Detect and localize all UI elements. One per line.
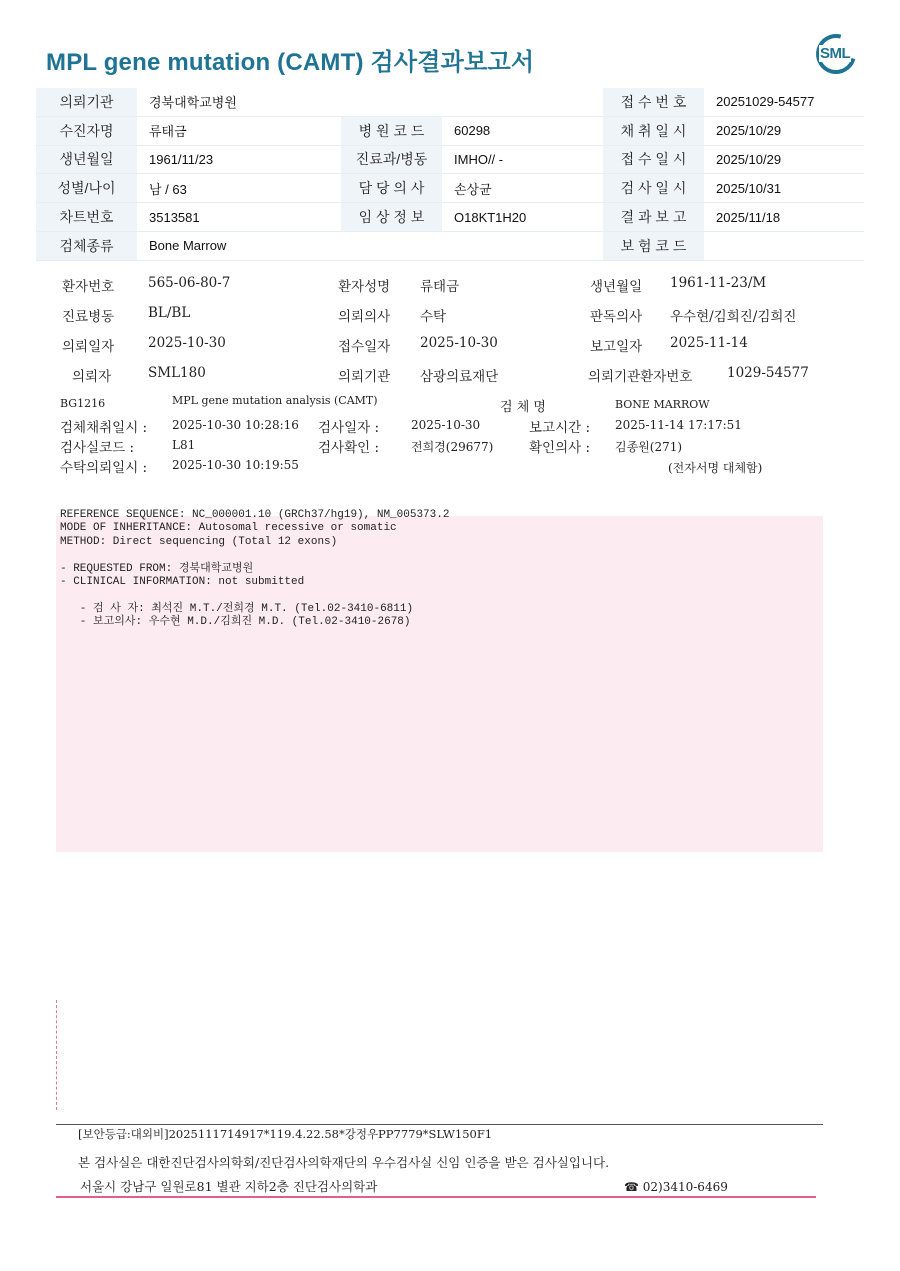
- recvdate-value: 2025-10-30: [420, 335, 498, 351]
- reqdate-label: 의뢰일자: [62, 339, 115, 355]
- header-label: 결 과 보 고: [603, 203, 704, 232]
- header-label: 차트번호: [36, 203, 137, 232]
- consign-value: 2025-10-30 10:19:55: [172, 458, 299, 472]
- header-value: 류태금: [137, 116, 341, 145]
- header-label: 임 상 정 보: [341, 203, 442, 232]
- collect-value: 2025-10-30 10:28:16: [172, 418, 299, 432]
- readdoc-label: 판독의사: [590, 309, 643, 325]
- reptime-label: 보고시간 :: [529, 420, 591, 436]
- header-value: 남 / 63: [137, 174, 341, 203]
- header-value: Bone Marrow: [137, 231, 341, 260]
- header-value: 2025/11/18: [704, 203, 864, 232]
- patno-value: 565-06-80-7: [148, 275, 231, 291]
- labcode-label: 검사실코드 :: [60, 440, 135, 456]
- confdoc-label: 확인의사 :: [529, 440, 591, 456]
- name-label: 환자성명: [338, 279, 391, 295]
- instpat-value: 1029-54577: [727, 365, 809, 381]
- header-value: 2025/10/29: [704, 145, 864, 174]
- header-value: [704, 231, 864, 260]
- header-label: 수진자명: [36, 116, 137, 145]
- test-name: MPL gene mutation analysis (CAMT): [172, 394, 378, 407]
- collect-label: 검체채취일시 :: [60, 420, 148, 436]
- confirm-value: 전희경(29677): [411, 440, 494, 454]
- header-label: 검 사 일 시: [603, 174, 704, 203]
- requester-label: 의뢰자: [72, 369, 112, 385]
- confdoc-value: 김종원(271): [615, 440, 683, 454]
- specimen-value: BONE MARROW: [615, 398, 710, 411]
- ward-value: BL/BL: [148, 305, 191, 321]
- header-label: 성별/나이: [36, 174, 137, 203]
- footer-divider: [56, 1124, 823, 1125]
- header-info-table: [36, 88, 864, 261]
- security-line: [보안등급:대외비]2025111714917*119.4.22.58*강정우PP7779*SLW150F1: [78, 1127, 493, 1141]
- report-line: MODE OF INHERITANCE: Autosomal recessive or somatic: [60, 522, 397, 535]
- header-label: 채 취 일 시: [603, 116, 704, 145]
- header-label: 의뢰기관: [36, 88, 137, 116]
- reqdoc-value: 수탁: [420, 309, 447, 325]
- header-row: [36, 203, 864, 232]
- header-value: 3513581: [137, 203, 341, 232]
- margin-dashed-line: [56, 1000, 57, 1110]
- logo-text: SML: [820, 45, 851, 62]
- name-value: 류태금: [420, 279, 460, 295]
- recvdate-label: 접수일자: [338, 339, 391, 355]
- header-value: 경북대학교병원: [137, 88, 341, 116]
- header-row: [36, 145, 864, 174]
- testdate-value: 2025-10-30: [411, 418, 481, 432]
- header-label: 접 수 번 호: [603, 88, 704, 116]
- header-label: 병 원 코 드: [341, 116, 442, 145]
- header-row: [36, 88, 864, 116]
- header-value: 1961/11/23: [137, 145, 341, 174]
- ward-label: 진료병동: [62, 309, 115, 325]
- header-label: 보 험 코 드: [603, 231, 704, 260]
- report-line: [60, 589, 449, 602]
- header-row: [36, 231, 864, 260]
- test-code: BG1216: [60, 397, 106, 410]
- address-line: 서울시 강남구 일원로81 별관 지하2층 진단검사의학과: [80, 1179, 378, 1194]
- repdate-value: 2025-11-14: [670, 335, 748, 351]
- header-label: 접 수 일 시: [603, 145, 704, 174]
- header-value: 60298: [442, 116, 603, 145]
- confirm-label: 검사확인 :: [318, 440, 380, 456]
- header-value: O18KT1H20: [442, 203, 603, 232]
- reqdate-value: 2025-10-30: [148, 335, 226, 351]
- testdate-label: 검사일자 :: [318, 420, 380, 436]
- header-value: 20251029-54577: [704, 88, 864, 116]
- phone-line: ☎ 02)3410-6469: [624, 1180, 728, 1194]
- reqdoc-label: 의뢰의사: [338, 309, 391, 325]
- report-title: MPL gene mutation (CAMT) 검사결과보고서: [46, 49, 535, 76]
- report-line: - 보고의사: 우수현 M.D./김희진 M.D. (Tel.02-3410-2678): [60, 616, 411, 629]
- report-line: METHOD: Direct sequencing (Total 12 exons): [60, 535, 338, 548]
- reqinst-label: 의뢰기관: [338, 369, 391, 385]
- requester-value: SML180: [148, 365, 206, 381]
- cert-line: 본 검사실은 대한진단검사의학회/진단검사의학재단의 우수검사실 신임 인증을 받은 검사실입니다.: [78, 1155, 610, 1170]
- header-row: [36, 174, 864, 203]
- header-value: IMHO// -: [442, 145, 603, 174]
- footer-accent-line: [56, 1196, 816, 1198]
- report-text: [60, 509, 449, 630]
- repdate-label: 보고일자: [590, 339, 643, 355]
- reptime-value: 2025-11-14 17:17:51: [615, 418, 742, 432]
- header-label: 담 당 의 사: [341, 174, 442, 203]
- specimen-label: 검 체 명: [500, 400, 546, 415]
- dob-value: 1961-11-23/M: [670, 275, 767, 291]
- report-line: [60, 549, 449, 562]
- header-label: 진료과/병동: [341, 145, 442, 174]
- header-row: [36, 116, 864, 145]
- report-line: REFERENCE SEQUENCE: NC_000001.10 (GRCh37/hg19), NM_005373.2: [60, 509, 450, 521]
- sml-logo: [814, 30, 862, 76]
- header-value: [442, 231, 603, 260]
- patno-label: 환자번호: [62, 279, 115, 295]
- header-label: [341, 231, 442, 260]
- labcode-value: L81: [172, 438, 196, 452]
- esign-note: (전자서명 대체함): [668, 461, 763, 475]
- header-value: [442, 88, 603, 116]
- consign-label: 수탁의뢰일시 :: [60, 460, 148, 476]
- reqinst-value: 삼광의료재단: [420, 369, 499, 385]
- report-line: - 검 사 자: 최석진 M.T./전희경 M.T. (Tel.02-3410-6811): [60, 602, 414, 615]
- dob-label: 생년월일: [590, 279, 643, 295]
- header-label: [341, 88, 442, 116]
- report-line: - REQUESTED FROM: 경북대학교병원: [60, 562, 254, 575]
- header-value: 2025/10/31: [704, 174, 864, 203]
- header-label: 검체종류: [36, 231, 137, 260]
- header-label: 생년월일: [36, 145, 137, 174]
- instpat-label: 의뢰기관환자번호: [588, 369, 693, 385]
- header-value: 2025/10/29: [704, 116, 864, 145]
- header-value: 손상균: [442, 174, 603, 203]
- readdoc-value: 우수현/김희진/김희진: [670, 309, 797, 325]
- report-line: - CLINICAL INFORMATION: not submitted: [60, 575, 305, 588]
